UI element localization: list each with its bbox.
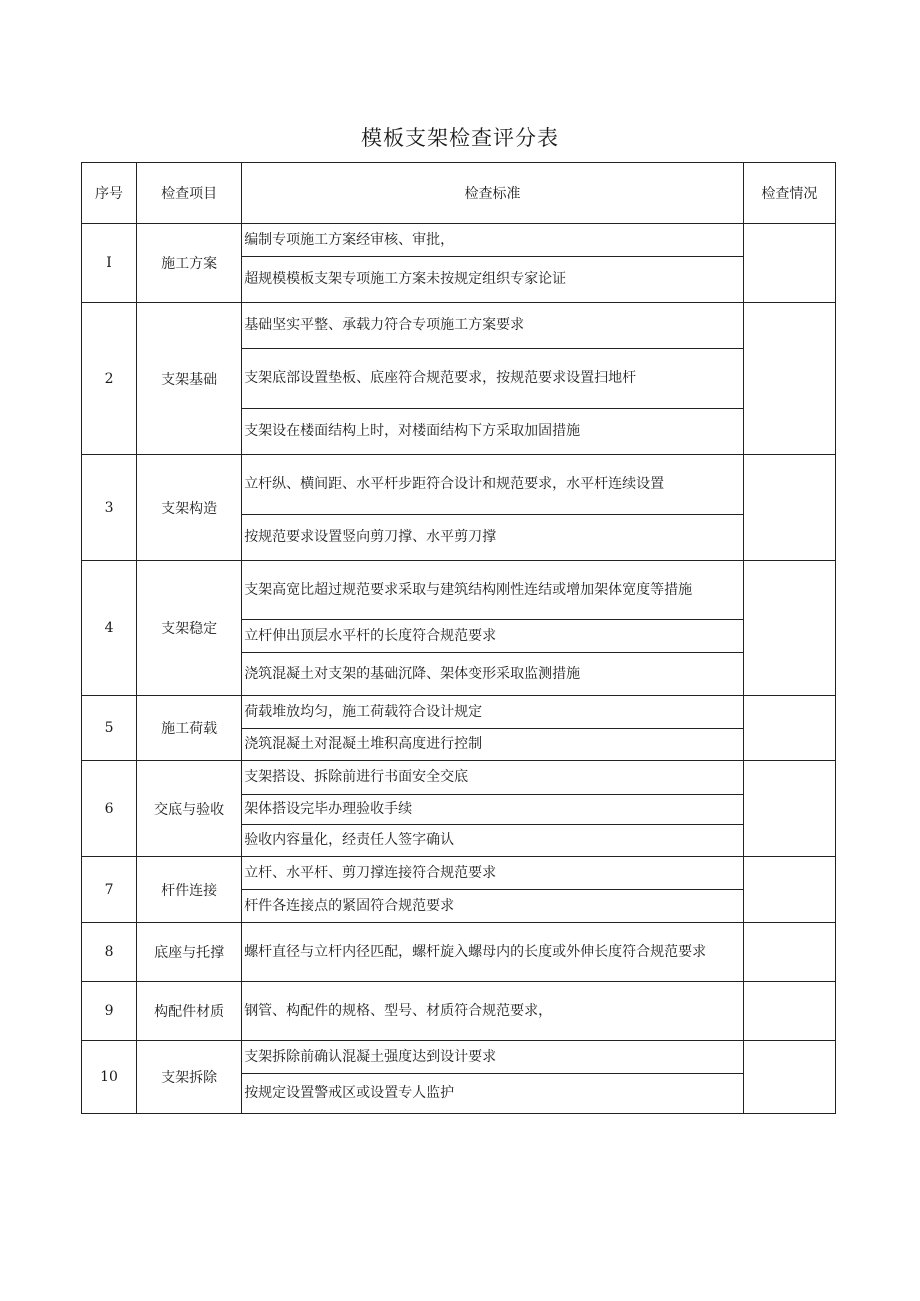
result-cell[interactable] bbox=[743, 303, 835, 455]
section-item: 构配件材质 bbox=[137, 982, 242, 1041]
standard-cell: 立杆纵、横间距、水平杆步距符合设计和规范要求，水平杆连续设置 bbox=[242, 455, 744, 515]
standard-cell: 支架拆除前确认混凝土强度达到设计要求 bbox=[242, 1041, 744, 1074]
table-row bbox=[82, 224, 836, 257]
section-item: 支架拆除 bbox=[137, 1041, 242, 1114]
standard-cell: 支架搭设、拆除前进行书面安全交底 bbox=[242, 761, 744, 795]
result-cell[interactable] bbox=[743, 923, 835, 982]
table-row bbox=[82, 923, 836, 982]
standard-cell: 钢管、构配件的规格、型号、材质符合规范要求， bbox=[242, 982, 744, 1041]
result-cell[interactable] bbox=[743, 696, 835, 761]
result-cell[interactable] bbox=[743, 1041, 835, 1114]
standard-cell: 超规模模板支架专项施工方案未按规定组织专家论证 bbox=[242, 257, 744, 303]
table-row bbox=[82, 982, 836, 1041]
section-no: 5 bbox=[82, 696, 137, 761]
header-result: 检查情况 bbox=[743, 163, 835, 224]
result-cell[interactable] bbox=[743, 857, 835, 923]
section-no: 9 bbox=[82, 982, 137, 1041]
table-row bbox=[82, 455, 836, 515]
section-item: 施工方案 bbox=[137, 224, 242, 303]
standard-cell: 立杆伸出顶层水平杆的长度符合规范要求 bbox=[242, 620, 744, 653]
standard-cell: 按规定设置警戒区或设置专人监护 bbox=[242, 1074, 744, 1114]
result-cell[interactable] bbox=[743, 455, 835, 561]
section-no: 3 bbox=[82, 455, 137, 561]
result-cell[interactable] bbox=[743, 761, 835, 857]
standard-cell: 浇筑混凝土对混凝土堆积高度进行控制 bbox=[242, 729, 744, 761]
section-item: 支架基础 bbox=[137, 303, 242, 455]
standard-cell: 支架设在楼面结构上时，对楼面结构下方采取加固措施 bbox=[242, 409, 744, 455]
standard-cell: 螺杆直径与立杆内径匹配，螺杆旋入螺母内的长度或外伸长度符合规范要求 bbox=[242, 923, 744, 982]
table-row bbox=[82, 696, 836, 729]
standard-cell: 杆件各连接点的紧固符合规范要求 bbox=[242, 890, 744, 923]
result-cell[interactable] bbox=[743, 982, 835, 1041]
table-row bbox=[82, 857, 836, 890]
standard-cell: 立杆、水平杆、剪刀撑连接符合规范要求 bbox=[242, 857, 744, 890]
result-cell[interactable] bbox=[743, 561, 835, 696]
standard-cell: 荷载堆放均匀，施工荷载符合设计规定 bbox=[242, 696, 744, 729]
standard-cell: 按规范要求设置竖向剪刀撑、水平剪刀撑 bbox=[242, 515, 744, 561]
section-item: 支架稳定 bbox=[137, 561, 242, 696]
standard-cell: 支架底部设置垫板、底座符合规范要求，按规范要求设置扫地杆 bbox=[242, 349, 744, 409]
standard-cell: 支架高宽比超过规范要求采取与建筑结构刚性连结或增加架体宽度等措施 bbox=[242, 561, 744, 620]
section-item: 底座与托撑 bbox=[137, 923, 242, 982]
section-no: 6 bbox=[82, 761, 137, 857]
section-no: 10 bbox=[82, 1041, 137, 1114]
table-header-row bbox=[82, 163, 836, 224]
section-no: 2 bbox=[82, 303, 137, 455]
section-item: 支架构造 bbox=[137, 455, 242, 561]
section-no: I bbox=[82, 224, 137, 303]
section-item: 杆件连接 bbox=[137, 857, 242, 923]
standard-cell: 基础坚实平整、承载力符合专项施工方案要求 bbox=[242, 303, 744, 349]
header-no: 序号 bbox=[82, 163, 137, 224]
standard-cell: 架体搭设完毕办理验收手续 bbox=[242, 795, 744, 825]
section-item: 交底与验收 bbox=[137, 761, 242, 857]
table-body bbox=[82, 224, 836, 1114]
header-item: 检查项目 bbox=[137, 163, 242, 224]
standard-cell: 编制专项施工方案经审核、审批， bbox=[242, 224, 744, 257]
page-title: 模板支架检查评分表 bbox=[361, 126, 559, 150]
table-row bbox=[82, 761, 836, 795]
result-cell[interactable] bbox=[743, 224, 835, 303]
section-no: 8 bbox=[82, 923, 137, 982]
header-standard: 检查标准 bbox=[242, 163, 744, 224]
inspection-score-table bbox=[81, 162, 836, 1114]
table-row bbox=[82, 1041, 836, 1074]
table-row bbox=[82, 561, 836, 620]
standard-cell: 浇筑混凝土对支架的基础沉降、架体变形采取监测措施 bbox=[242, 653, 744, 696]
section-no: 7 bbox=[82, 857, 137, 923]
section-item: 施工荷载 bbox=[137, 696, 242, 761]
table-row bbox=[82, 303, 836, 349]
section-no: 4 bbox=[82, 561, 137, 696]
standard-cell: 验收内容量化，经责任人签字确认 bbox=[242, 825, 744, 857]
